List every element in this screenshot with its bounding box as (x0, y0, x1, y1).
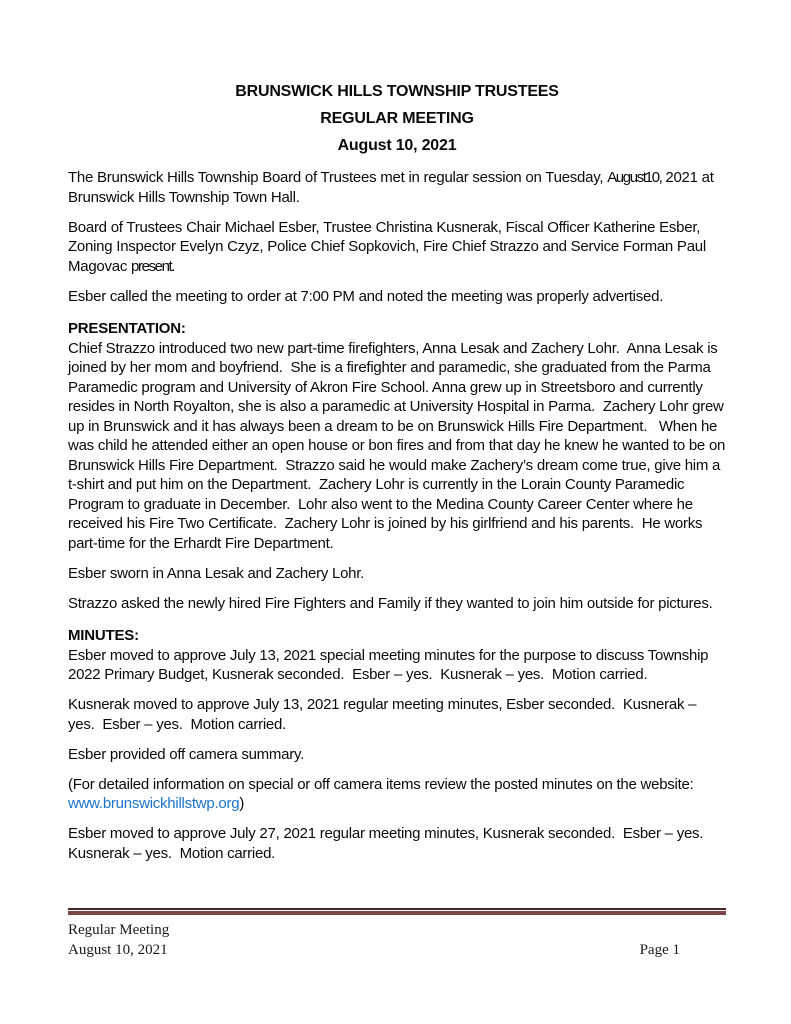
footer-rule-thick-line (68, 911, 726, 915)
minutes-paragraph-4-tail: ) (239, 795, 245, 812)
intro-paragraph-1-tail: 2021 at Brunswick Hills Township Town Hall. (68, 169, 718, 206)
page-footer (68, 908, 726, 960)
intro-paragraph-1-condensed-date: August 10, (607, 169, 662, 186)
minutes-paragraph-4-text: (For detailed information on special or off camera items review the posted minutes on the website: (68, 775, 698, 793)
title-block (68, 82, 726, 156)
presentation-paragraph-2: Esber sworn in Anna Lesak and Zachery Lohr. (68, 564, 365, 582)
footer-meeting-date: August 10, 2021 (68, 942, 168, 958)
intro-paragraph-1 (68, 168, 726, 207)
doc-subtitle: REGULAR MEETING (320, 110, 474, 127)
presentation-paragraph-1: Chief Strazzo introduced two new part-time firefighters, Anna Lesak and Zachery Lohr. Anna Lesak is joined by her mom and boyfriend. She is a firefighter and paramedic, she graduated from the Parma Paramedic program and University of Akron Fire School. Anna grew up in Streetsboro and currently resides in North Royalton, she is also a paramedic at University Hospital in Parma. Zachery Lohr grew up in Brunswick and it has always been a dream to be on Brunswick Hills Fire Department. When he was child he attended either an open house or bon fires and from that day he knew he wanted to be on Brunswick Hills Fire Department. Strazzo said he would make Zachery’s dream come true, give him a t-shirt and put him on the Department. Zachery Lohr is currently in the Lorain County Paramedic Program to graduate in December. Lohr also went to the Medina County Career Center where he received his Fire Two Certificate. Zachery Lohr is joined by his girlfriend and his parents. He works part-time for the Erhardt Fire Department. (68, 339, 730, 552)
document-content (68, 82, 730, 874)
footer-rule-thin-line (68, 908, 726, 910)
minutes-paragraph-3: Esber provided off camera summary. (68, 745, 305, 763)
minutes-paragraph-1: Esber moved to approve July 13, 2021 special meeting minutes for the purpose to discuss Township 2022 Primary Budget, Kusnerak seconded. Esber – yes. Kusnerak – yes. Motion carried. (68, 646, 713, 683)
intro-paragraph-3: Esber called the meeting to order at 7:00 PM and noted the meeting was properly advertised. (68, 287, 664, 305)
minutes-paragraph-4 (68, 775, 726, 814)
footer-text-row (68, 920, 726, 960)
intro-paragraph-2-condensed-word: present. (131, 257, 175, 275)
township-website-link[interactable]: www.brunswickhillstwp.org (68, 795, 240, 812)
intro-paragraph-2 (68, 218, 726, 277)
minutes-heading: MINUTES: (68, 627, 139, 644)
presentation-heading: PRESENTATION: (68, 320, 186, 337)
page-number: Page 1 (639, 942, 680, 958)
footer-meeting-type: Regular Meeting (68, 922, 170, 938)
doc-title: BRUNSWICK HILLS TOWNSHIP TRUSTEES (235, 83, 559, 100)
footer-meeting-info (68, 920, 169, 960)
presentation-paragraph-3: Strazzo asked the newly hired Fire Fighters and Family if they wanted to join him outside for pictures. (68, 594, 713, 612)
minutes-paragraph-2: Kusnerak moved to approve July 13, 2021 regular meeting minutes, Esber seconded. Kusnerak – yes. Esber – yes. Motion carried. (68, 696, 701, 733)
intro-paragraph-1-text: The Brunswick Hills Township Board of Trustees met in regular session on Tuesday, (68, 169, 608, 186)
footer-rule (68, 908, 726, 915)
minutes-paragraph-5: Esber moved to approve July 27, 2021 regular meeting minutes, Kusnerak seconded. Esber – yes. Kusnerak – yes. Motion carried. (68, 825, 712, 862)
doc-date: August 10, 2021 (337, 137, 457, 154)
intro-paragraph-2-text: Board of Trustees Chair Michael Esber, Trustee Christina Kusnerak, Fiscal Officer Katherine Esber, Zoning Inspector Evelyn Czyz, Police Chief Sopkovich, Fire Chief Strazzo and Service Forman Paul Magovac (68, 218, 710, 275)
